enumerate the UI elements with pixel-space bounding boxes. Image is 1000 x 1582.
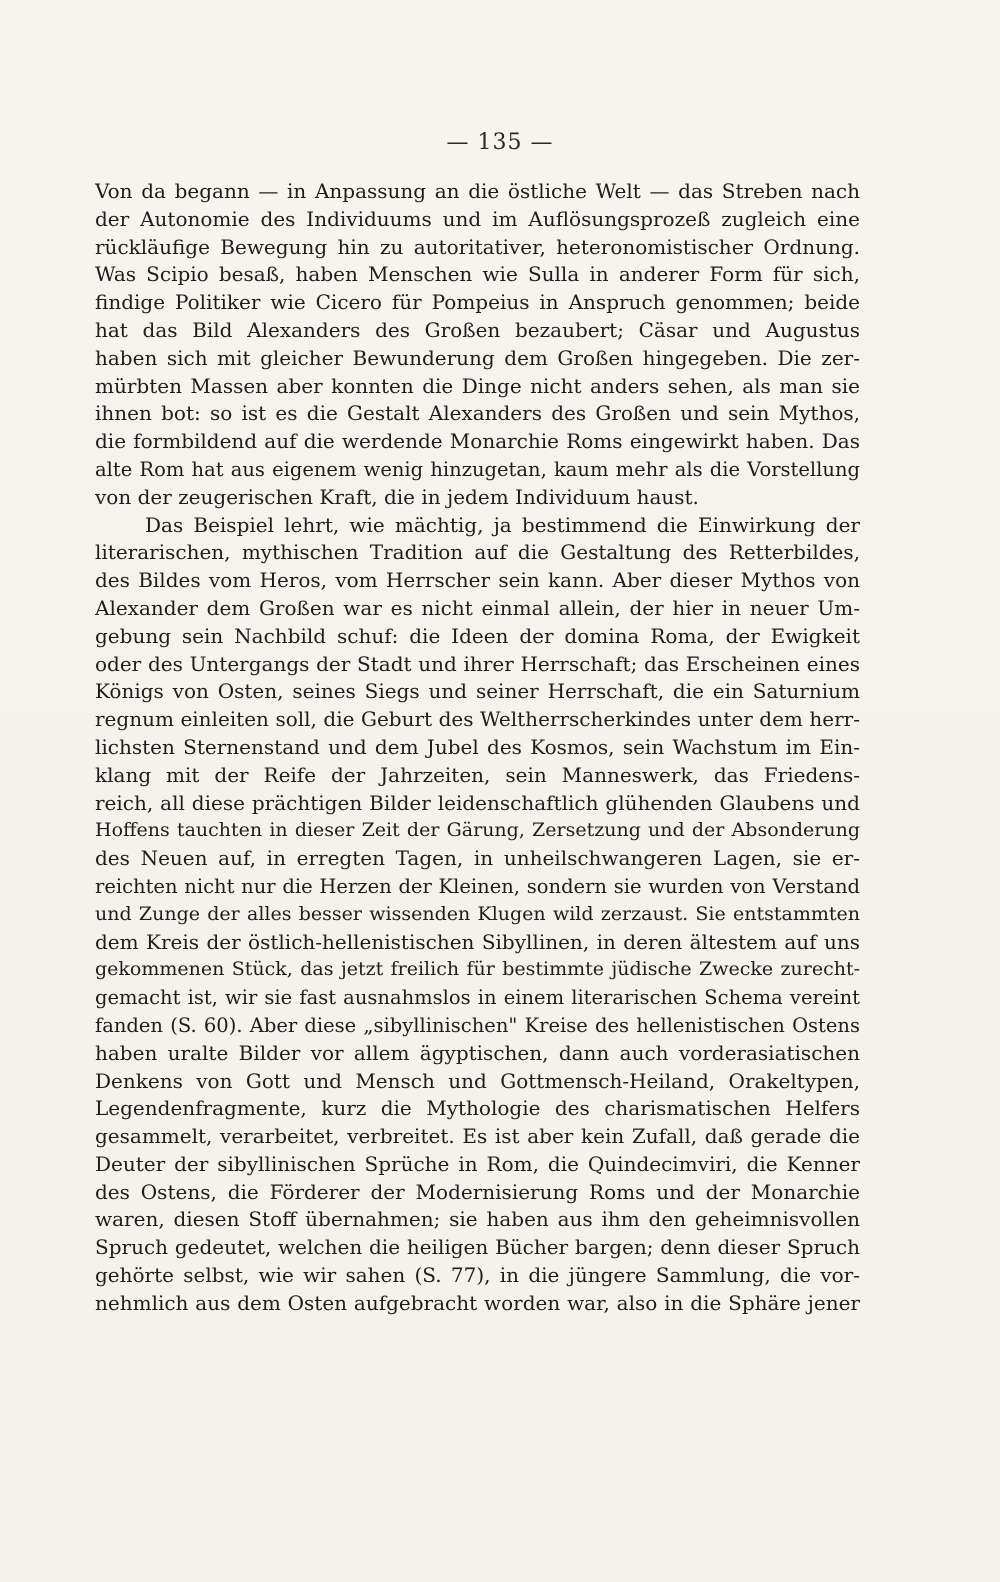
text-line: fanden (S. 60). Aber diese „sibyllinischen" Kreise des hellenistischen Ostens [95, 1013, 860, 1037]
text-line: nehmlich aus dem Osten aufgebracht worden war, also in die Sphäre jener [95, 1290, 860, 1315]
text-line: literarischen, mythischen Tradition auf die Gestaltung des Retterbildes, [95, 540, 860, 565]
text-line: reich, all diese prächtigen Bilder leidenschaftlich glühenden Glaubens und [95, 790, 860, 815]
text-line: Alexander dem Großen war es nicht einmal allein, der hier in neuer Um- [95, 595, 860, 620]
text-line: des Ostens, die Förderer der Modernisierung Roms und der Monarchie [95, 1179, 860, 1204]
text-line: gemacht ist, wir sie fast ausnahmslos in einem literarischen Schema vereint [95, 986, 860, 1010]
text-line: gesammelt, verarbeitet, verbreitet. Es ist aber kein Zufall, daß gerade die [95, 1124, 860, 1149]
text-line: waren, diesen Stoff übernahmen; sie haben aus ihm den geheimnisvollen [95, 1207, 860, 1232]
text-line: gekommenen Stück, das jetzt freilich für bestimmte jüdische Zwecke zurecht- [95, 958, 860, 981]
text-line: Von da begann — in Anpassung an die östliche Welt — das Streben nach [95, 179, 860, 203]
text-line: des Bildes vom Heros, vom Herrscher sein kann. Aber dieser Mythos von [95, 568, 860, 593]
text-line: klang mit der Reife der Jahrzeiten, sein Manneswerk, das Friedens- [95, 762, 860, 787]
text-line: oder des Untergangs der Stadt und ihrer Herrschaft; das Erscheinen eines [95, 651, 860, 676]
text-line: rückläufige Bewegung hin zu autoritativer, heteronomistischer Ordnung. [95, 234, 860, 259]
text-line: ihnen bot: so ist es die Gestalt Alexanders des Großen und sein Mythos, [95, 401, 860, 426]
text-line: von der zeugerischen Kraft, die in jedem Individuum haust. [95, 484, 699, 509]
text-line: Deuter der sibyllinischen Sprüche in Rom, die Quindecimviri, die Kenner [95, 1151, 860, 1176]
text-line: dem Kreis der östlich-hellenistischen Sibyllinen, in deren ältestem auf uns [95, 929, 860, 954]
text-line: haben uralte Bilder vor allem ägyptischen, dann auch vorderasiatischen [95, 1040, 860, 1065]
text-line: regnum einleiten soll, die Geburt des Weltherrscherkindes unter dem herr- [95, 707, 860, 732]
text-line: findige Politiker wie Cicero für Pompeius in Anspruch genommen; beide [95, 290, 860, 315]
text-line: der Autonomie des Individuums und im Auflösungsprozeß zugleich eine [95, 206, 860, 231]
text-line: Das Beispiel lehrt, wie mächtig, ja bestimmend die Einwirkung der [145, 512, 860, 537]
text-line: Was Scipio besaß, haben Menschen wie Sulla in anderer Form für sich, [95, 262, 860, 287]
text-line: alte Rom hat aus eigenem wenig hinzugetan, kaum mehr als die Vorstellung [95, 457, 860, 481]
text-line: gehörte selbst, wie wir sahen (S. 77), in die jüngere Sammlung, die vor- [95, 1263, 860, 1288]
text-line: reichten nicht nur die Herzen der Kleinen, sondern sie wurden von Verstand [95, 874, 860, 898]
text-line: hat das Bild Alexanders des Großen bezaubert; Cäsar und Augustus [95, 317, 860, 342]
text-line: Spruch gedeutet, welchen die heiligen Bücher bargen; denn dieser Spruch [95, 1235, 860, 1260]
text-line: Königs von Osten, seines Siegs und seiner Herrschaft, die ein Saturnium [95, 679, 860, 704]
text-line: die formbildend auf die werdende Monarchie Roms eingewirkt haben. Das [95, 429, 860, 454]
text-line: mürbten Massen aber konnten die Dinge nicht anders sehen, als man sie [95, 373, 860, 398]
text-line: Hoffens tauchten in dieser Zeit der Gärung, Zersetzung und der Absonderung [95, 819, 860, 842]
text-line: Legendenfragmente, kurz die Mythologie des charismatischen Helfers [95, 1096, 860, 1121]
text-line: haben sich mit gleicher Bewunderung dem Großen hingegeben. Die zer- [95, 345, 860, 370]
body-text [95, 178, 860, 1318]
text-line: gebung sein Nachbild schuf: die Ideen der domina Roma, der Ewigkeit [95, 623, 860, 648]
text-line: des Neuen auf, in erregten Tagen, in unheilschwangeren Lagen, sie er- [95, 846, 860, 871]
page-number: — 135 — [446, 130, 554, 155]
text-line: und Zunge der alles besser wissenden Klugen wild zerzaust. Sie entstammten [95, 902, 860, 925]
text-line: Denkens von Gott und Mensch und Gottmensch-Heiland, Orakeltypen, [95, 1068, 860, 1093]
text-line: lichsten Sternenstand und dem Jubel des Kosmos, sein Wachstum im Ein- [95, 734, 860, 759]
